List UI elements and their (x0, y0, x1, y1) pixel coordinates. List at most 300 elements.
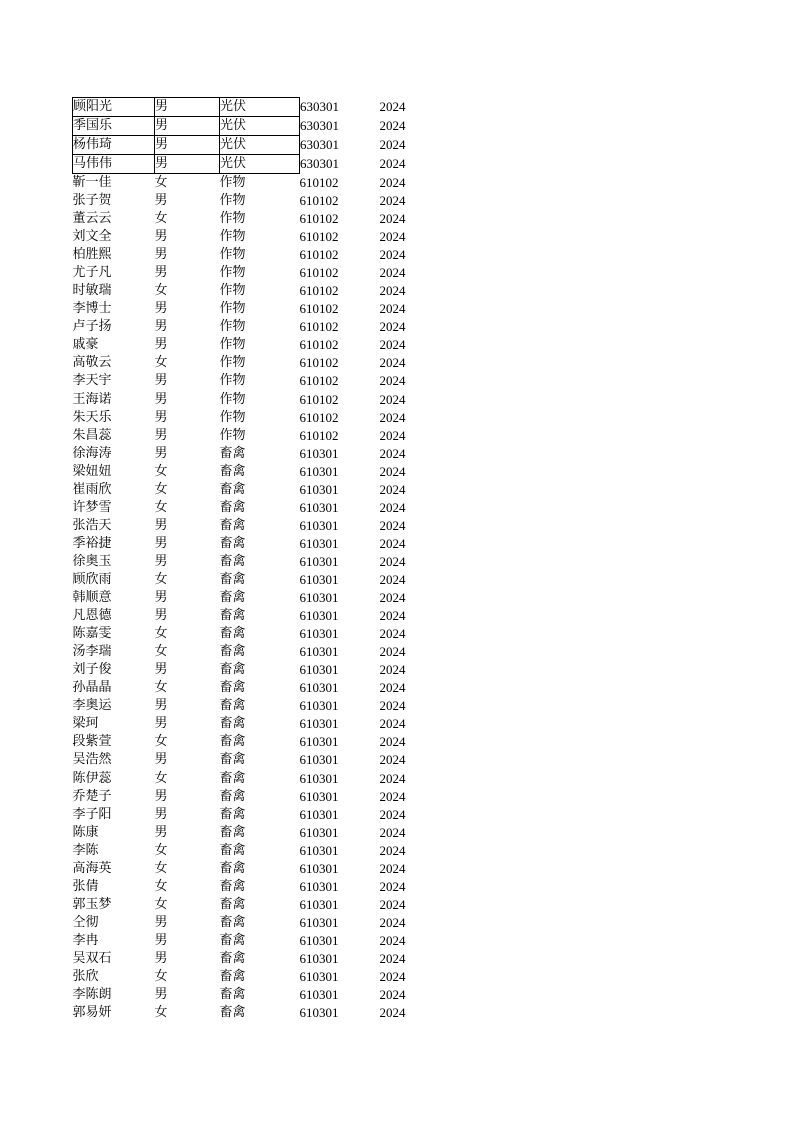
major-cell: 畜禽 (219, 824, 246, 840)
major-cell: 作物 (219, 337, 246, 353)
student-name-cell: 徐海涛 (72, 445, 112, 461)
year-cell: 2024 (379, 716, 406, 732)
gender-cell: 男 (154, 265, 168, 281)
gender-cell: 男 (155, 117, 220, 136)
major-cell: 畜禽 (219, 896, 246, 912)
major-cell: 作物 (219, 355, 246, 371)
year-cell: 2024 (379, 824, 406, 840)
student-name-cell: 崔雨欣 (72, 481, 112, 497)
gender-cell: 女 (154, 481, 168, 497)
major-cell: 畜禽 (219, 752, 246, 768)
year-cell: 2024 (379, 553, 406, 569)
major-cell: 畜禽 (219, 914, 246, 930)
major-code-cell: 610102 (299, 373, 339, 389)
student-name-cell: 郭易妍 (72, 1005, 112, 1021)
gender-cell: 男 (154, 662, 168, 678)
student-name-cell: 季国乐 (73, 117, 155, 136)
major-code-cell: 630301 (300, 118, 339, 133)
gender-cell: 男 (154, 914, 168, 930)
table-row (73, 860, 440, 878)
major-code-cell: 610301 (299, 662, 339, 678)
major-cell: 作物 (219, 391, 246, 407)
major-cell: 畜禽 (219, 716, 246, 732)
major-cell: 作物 (219, 247, 246, 263)
year-cell: 2024 (379, 99, 406, 114)
gender-cell: 男 (154, 301, 168, 317)
major-cell: 畜禽 (219, 608, 246, 624)
gender-cell: 女 (154, 283, 168, 299)
major-code-cell: 630301 (300, 156, 339, 171)
student-name-cell: 梁妞妞 (72, 463, 112, 479)
student-name-cell: 许梦雪 (72, 499, 112, 515)
major-code-cell: 610102 (299, 391, 339, 407)
major-code-cell: 610301 (299, 608, 339, 624)
major-cell: 畜禽 (219, 680, 246, 696)
major-cell: 畜禽 (219, 969, 246, 985)
major-code-cell: 610102 (299, 409, 339, 425)
major-code-cell: 610301 (299, 517, 339, 533)
table-row (73, 427, 440, 445)
table-row (73, 174, 440, 193)
student-name-cell: 李冉 (72, 932, 99, 948)
year-cell: 2024 (379, 265, 406, 281)
year-cell: 2024 (379, 391, 406, 407)
major-code-cell: 610301 (299, 860, 339, 876)
year-cell: 2024 (379, 535, 406, 551)
year-cell: 2024 (379, 499, 406, 515)
table-row (73, 481, 440, 499)
gender-cell: 女 (154, 969, 168, 985)
table-row (73, 155, 440, 174)
major-code-cell: 610102 (299, 247, 339, 263)
table-row (73, 246, 440, 264)
table-row (73, 842, 440, 860)
gender-cell: 男 (154, 427, 168, 443)
major-code-cell: 610301 (299, 987, 339, 1003)
major-code-cell: 610301 (299, 1005, 339, 1021)
major-cell: 作物 (219, 319, 246, 335)
major-code-cell: 610301 (299, 499, 339, 515)
year-cell: 2024 (379, 932, 406, 948)
gender-cell: 男 (154, 553, 168, 569)
gender-cell: 男 (154, 788, 168, 804)
gender-cell: 女 (154, 499, 168, 515)
roster-table-body (73, 98, 440, 1023)
major-cell: 畜禽 (219, 517, 246, 533)
major-cell: 畜禽 (219, 950, 246, 966)
major-code-cell: 610301 (299, 445, 339, 461)
student-name-cell: 李陈朗 (72, 987, 112, 1003)
gender-cell: 男 (154, 319, 168, 335)
major-cell: 畜禽 (219, 626, 246, 642)
major-code-cell: 630301 (300, 99, 339, 114)
major-cell: 作物 (219, 211, 246, 227)
student-name-cell: 陈康 (72, 824, 99, 840)
table-row (73, 445, 440, 463)
major-code-cell: 610301 (299, 698, 339, 714)
gender-cell: 女 (154, 355, 168, 371)
student-name-cell: 李陈 (72, 842, 99, 858)
major-code-cell: 610102 (299, 229, 339, 245)
student-name-cell: 张欣 (72, 969, 99, 985)
gender-cell: 男 (154, 987, 168, 1003)
major-code-cell: 610301 (299, 842, 339, 858)
major-cell: 畜禽 (219, 572, 246, 587)
major-code-cell: 610301 (299, 481, 339, 497)
major-cell: 作物 (219, 409, 246, 425)
student-name-cell: 顾阳光 (73, 98, 155, 117)
major-cell: 畜禽 (219, 1005, 246, 1021)
gender-cell: 男 (154, 373, 168, 389)
table-row (73, 679, 440, 697)
major-code-cell: 610301 (299, 716, 339, 732)
student-name-cell: 郭玉梦 (72, 896, 112, 912)
year-cell: 2024 (379, 969, 406, 985)
major-cell: 光伏 (220, 117, 300, 136)
student-name-cell: 徐奥玉 (72, 553, 112, 569)
table-row (73, 336, 440, 354)
student-name-cell: 高敬云 (72, 355, 112, 371)
student-name-cell: 顾欣雨 (72, 572, 112, 587)
table-row (73, 715, 440, 733)
gender-cell: 女 (154, 572, 168, 587)
major-code-cell: 610301 (299, 572, 339, 587)
major-code-cell: 610102 (299, 355, 339, 371)
student-name-cell: 梁珂 (72, 716, 99, 732)
major-cell: 畜禽 (219, 644, 246, 660)
year-cell: 2024 (379, 987, 406, 1003)
table-row (73, 136, 440, 155)
table-row (73, 228, 440, 246)
gender-cell: 男 (154, 229, 168, 245)
major-code-cell: 610301 (299, 752, 339, 768)
major-cell: 光伏 (220, 98, 300, 117)
year-cell: 2024 (379, 283, 406, 299)
gender-cell: 男 (154, 806, 168, 822)
roster-table (72, 97, 440, 1022)
major-code-cell: 610301 (299, 950, 339, 966)
major-cell: 作物 (219, 265, 246, 281)
major-cell: 畜禽 (219, 860, 246, 876)
year-cell: 2024 (379, 662, 406, 678)
major-code-cell: 610301 (299, 878, 339, 894)
table-row (73, 300, 440, 318)
table-row (73, 264, 440, 282)
year-cell: 2024 (379, 409, 406, 425)
student-name-cell: 吴浩然 (72, 752, 112, 768)
gender-cell: 女 (154, 626, 168, 642)
table-row (73, 98, 440, 117)
table-row (73, 517, 440, 535)
table-row (73, 607, 440, 625)
student-name-cell: 朱天乐 (72, 409, 112, 425)
year-cell: 2024 (379, 193, 406, 209)
gender-cell: 女 (154, 175, 168, 190)
major-cell: 作物 (219, 193, 246, 209)
major-cell: 畜禽 (219, 987, 246, 1003)
major-cell: 畜禽 (219, 878, 246, 894)
table-row (73, 751, 440, 769)
major-code-cell: 610102 (299, 301, 339, 317)
year-cell: 2024 (379, 572, 406, 587)
year-cell: 2024 (379, 860, 406, 876)
table-row (73, 535, 440, 553)
table-row (73, 210, 440, 228)
year-cell: 2024 (379, 644, 406, 660)
year-cell: 2024 (379, 247, 406, 263)
table-row (73, 282, 440, 300)
gender-cell: 男 (154, 590, 168, 606)
year-cell: 2024 (379, 174, 406, 190)
major-cell: 光伏 (220, 136, 300, 155)
student-name-cell: 王海诺 (72, 391, 112, 407)
table-row (73, 697, 440, 715)
major-code-cell: 610102 (299, 427, 339, 443)
year-cell: 2024 (379, 355, 406, 371)
year-cell: 2024 (379, 156, 406, 171)
major-cell: 畜禽 (219, 734, 246, 750)
gender-cell: 男 (154, 932, 168, 948)
major-code-cell: 610102 (299, 283, 339, 299)
student-name-cell: 张子贺 (72, 193, 112, 209)
gender-cell: 男 (154, 409, 168, 425)
major-cell: 作物 (219, 175, 246, 190)
gender-cell: 男 (155, 136, 220, 155)
table-row (73, 625, 440, 643)
gender-cell: 男 (154, 517, 168, 533)
year-cell: 2024 (379, 896, 406, 912)
table-row (73, 571, 440, 589)
major-code-cell: 610102 (299, 319, 339, 335)
major-cell: 作物 (219, 301, 246, 317)
student-name-cell: 李子阳 (72, 806, 112, 822)
year-cell: 2024 (379, 118, 406, 133)
table-row (73, 553, 440, 571)
student-name-cell: 戚豪 (72, 337, 99, 353)
major-code-cell: 610102 (299, 193, 339, 209)
gender-cell: 女 (154, 878, 168, 894)
student-name-cell: 李奥运 (72, 698, 112, 714)
table-row (73, 950, 440, 968)
student-name-cell: 韩顺意 (72, 590, 112, 606)
major-code-cell: 610301 (299, 535, 339, 551)
year-cell: 2024 (379, 373, 406, 389)
gender-cell: 女 (154, 842, 168, 858)
major-code-cell: 610301 (299, 626, 339, 642)
major-code-cell: 610301 (299, 896, 339, 912)
year-cell: 2024 (379, 626, 406, 642)
major-code-cell: 610301 (299, 590, 339, 606)
table-row (73, 733, 440, 751)
major-code-cell: 610301 (299, 788, 339, 804)
gender-cell: 男 (154, 752, 168, 768)
gender-cell: 男 (154, 824, 168, 840)
gender-cell: 男 (154, 445, 168, 461)
student-name-cell: 吴双石 (72, 950, 112, 966)
table-row (73, 589, 440, 607)
year-cell: 2024 (379, 211, 406, 227)
year-cell: 2024 (379, 698, 406, 714)
table-row (73, 463, 440, 481)
year-cell: 2024 (379, 680, 406, 696)
year-cell: 2024 (379, 301, 406, 317)
table-row (73, 1004, 440, 1022)
major-code-cell: 630301 (300, 137, 339, 152)
year-cell: 2024 (379, 878, 406, 894)
major-cell: 畜禽 (219, 463, 246, 479)
year-cell: 2024 (379, 590, 406, 606)
gender-cell: 男 (154, 698, 168, 714)
year-cell: 2024 (379, 950, 406, 966)
student-name-cell: 杨伟琦 (73, 136, 155, 155)
student-name-cell: 靳一佳 (72, 175, 112, 190)
table-row (73, 409, 440, 427)
major-code-cell: 610102 (299, 211, 339, 227)
year-cell: 2024 (379, 842, 406, 858)
table-row (73, 986, 440, 1004)
major-cell: 畜禽 (219, 590, 246, 606)
table-row (73, 770, 440, 788)
student-name-cell: 李天宇 (72, 373, 112, 389)
student-name-cell: 孙晶晶 (72, 680, 112, 696)
table-row (73, 932, 440, 950)
major-cell: 畜禽 (219, 662, 246, 678)
gender-cell: 男 (155, 155, 220, 174)
major-cell: 畜禽 (219, 770, 246, 786)
gender-cell: 女 (154, 680, 168, 696)
table-row (73, 914, 440, 932)
major-cell: 作物 (219, 283, 246, 299)
table-row (73, 372, 440, 390)
student-name-cell: 尤子凡 (72, 265, 112, 281)
year-cell: 2024 (379, 137, 406, 152)
year-cell: 2024 (379, 427, 406, 443)
major-code-cell: 610301 (299, 553, 339, 569)
gender-cell: 女 (154, 770, 168, 786)
major-code-cell: 610301 (299, 932, 339, 948)
student-name-cell: 卢子扬 (72, 319, 112, 335)
table-row (73, 661, 440, 679)
student-name-cell: 柏胜熙 (72, 247, 112, 263)
gender-cell: 女 (154, 1005, 168, 1021)
year-cell: 2024 (379, 914, 406, 930)
major-code-cell: 610301 (299, 644, 339, 660)
major-cell: 畜禽 (219, 481, 246, 497)
table-row (73, 643, 440, 661)
gender-cell: 男 (154, 716, 168, 732)
major-cell: 畜禽 (219, 535, 246, 551)
student-name-cell: 张浩天 (72, 517, 112, 533)
gender-cell: 男 (154, 247, 168, 263)
student-name-cell: 李博士 (72, 301, 112, 317)
major-cell: 畜禽 (219, 553, 246, 569)
table-row (73, 192, 440, 210)
major-cell: 畜禽 (219, 842, 246, 858)
student-name-cell: 仝彻 (72, 914, 99, 930)
student-name-cell: 时敏瑞 (72, 283, 112, 299)
gender-cell: 女 (154, 211, 168, 227)
major-code-cell: 610102 (299, 337, 339, 353)
gender-cell: 男 (154, 608, 168, 624)
major-code-cell: 610301 (299, 463, 339, 479)
year-cell: 2024 (379, 445, 406, 461)
gender-cell: 女 (154, 734, 168, 750)
table-row (73, 806, 440, 824)
major-cell: 作物 (219, 427, 246, 443)
student-name-cell: 陈伊蕊 (72, 770, 112, 786)
table-row (73, 788, 440, 806)
table-row (73, 968, 440, 986)
year-cell: 2024 (379, 752, 406, 768)
major-cell: 作物 (219, 373, 246, 389)
major-code-cell: 610102 (299, 265, 339, 281)
student-name-cell: 高海英 (72, 860, 112, 876)
major-cell: 畜禽 (219, 698, 246, 714)
major-cell: 畜禽 (219, 445, 246, 461)
gender-cell: 男 (154, 950, 168, 966)
major-code-cell: 610301 (299, 770, 339, 786)
table-row (73, 391, 440, 409)
student-name-cell: 乔楚子 (72, 788, 112, 804)
year-cell: 2024 (379, 770, 406, 786)
major-cell: 畜禽 (219, 499, 246, 515)
gender-cell: 男 (154, 391, 168, 407)
table-row (73, 354, 440, 372)
student-name-cell: 刘子俊 (72, 662, 112, 678)
year-cell: 2024 (379, 463, 406, 479)
table-row (73, 318, 440, 336)
year-cell: 2024 (379, 1005, 406, 1021)
major-cell: 畜禽 (219, 806, 246, 822)
year-cell: 2024 (379, 337, 406, 353)
major-code-cell: 610301 (299, 734, 339, 750)
student-name-cell: 董云云 (72, 211, 112, 227)
major-code-cell: 610301 (299, 806, 339, 822)
year-cell: 2024 (379, 481, 406, 497)
gender-cell: 女 (154, 644, 168, 660)
major-cell: 畜禽 (219, 788, 246, 804)
gender-cell: 男 (154, 193, 168, 209)
gender-cell: 女 (154, 896, 168, 912)
major-code-cell: 610301 (299, 824, 339, 840)
gender-cell: 女 (154, 463, 168, 479)
student-name-cell: 张倩 (72, 878, 99, 894)
major-cell: 畜禽 (219, 932, 246, 948)
table-row (73, 117, 440, 136)
year-cell: 2024 (379, 734, 406, 750)
table-row (73, 824, 440, 842)
gender-cell: 女 (154, 860, 168, 876)
table-row (73, 896, 440, 914)
year-cell: 2024 (379, 608, 406, 624)
year-cell: 2024 (379, 517, 406, 533)
student-name-cell: 汤李瑞 (72, 644, 112, 660)
year-cell: 2024 (379, 229, 406, 245)
table-row (73, 499, 440, 517)
gender-cell: 男 (154, 337, 168, 353)
student-name-cell: 马伟伟 (73, 155, 155, 174)
year-cell: 2024 (379, 319, 406, 335)
student-name-cell: 刘文全 (72, 229, 112, 245)
student-name-cell: 凡恩德 (72, 608, 112, 624)
major-code-cell: 610301 (299, 680, 339, 696)
major-cell: 光伏 (220, 155, 300, 174)
student-name-cell: 陈嘉雯 (72, 626, 112, 642)
year-cell: 2024 (379, 806, 406, 822)
year-cell: 2024 (379, 788, 406, 804)
gender-cell: 男 (154, 535, 168, 551)
major-code-cell: 610102 (299, 174, 339, 190)
